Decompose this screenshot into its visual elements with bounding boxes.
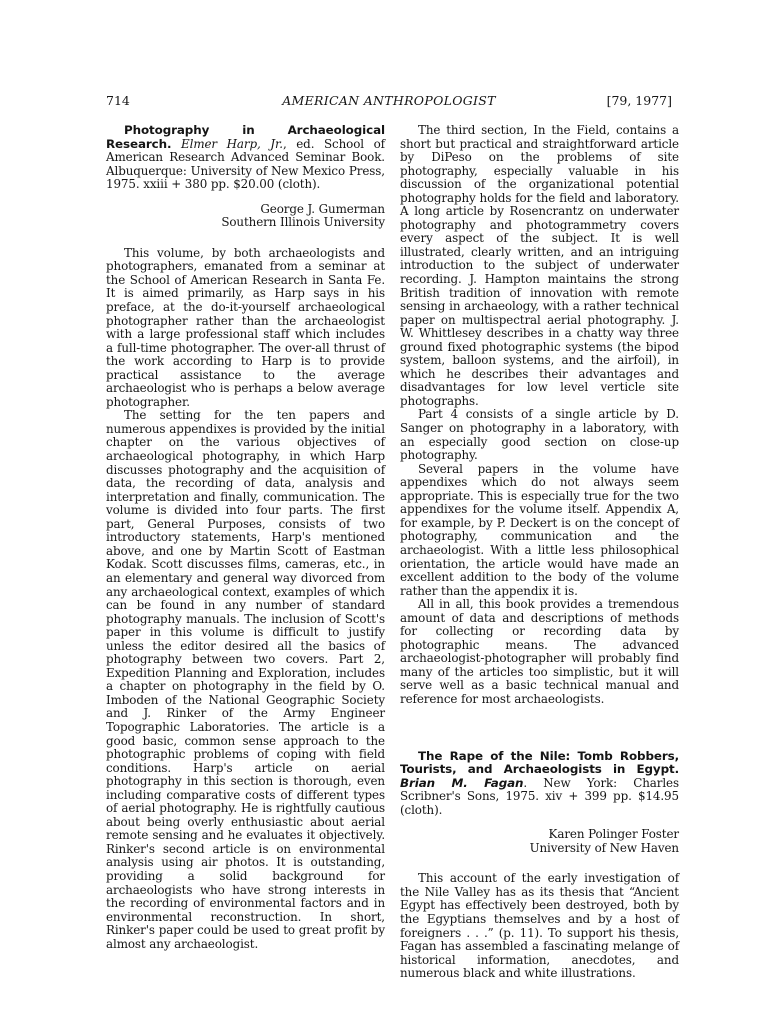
citation-details: . New York: Charles Scribner's Sons, 1975. xiv + 399 pp. $14.95 (cloth). <box>400 775 679 817</box>
citation-details: , ed. School of American Research Advanced Seminar Book. Albuquerque: University of New Mexico Press, 1975. xxiii + 380 pp. $20.00 (cloth). <box>106 136 385 192</box>
volume-year: [79, 1977] <box>606 93 672 108</box>
reviewer-affiliation: University of New Haven <box>529 840 679 855</box>
review-paragraph: This account of the early investigation of the Nile Valley has as its thesis that “Ancient Egypt has effectively been destroyed, both by the Egyptians themselves and by a host of foreigners . . .” (p. 11). To support his thesis, Fagan has assembled a fascinating melange of historical information, anecdotes, and numerous black and white illustrations. <box>400 871 679 981</box>
reviewer-affiliation: Southern Illinois University <box>221 215 385 230</box>
review-paragraph: Several papers in the volume have appendixes which do not always seem appropriate. This is especially true for the two appendixes for the volume itself. Appendix A, for example, by P. Deckert is on the concept of photography, communication and the archaeologist. With a little less philosophical orientation, the article would have made an excellent addition to the body of the volume rather than the appendix it is. <box>400 461 679 598</box>
review-paragraph: Part 4 consists of a single article by D. Sanger on photography in a laboratory, with an especially good section on close-up photography. <box>400 407 679 463</box>
left-column <box>106 124 385 951</box>
review-citation-photography <box>106 124 385 192</box>
review-paragraph: All in all, this book provides a tremendous amount of data and descriptions of methods for collecting or recording data by photographic means. The advanced archaeologist-photographer will probably find many of the articles too simplistic, but it will serve well as a basic technical manual and reference for most archaeologists. <box>400 597 679 706</box>
review-paragraph: The setting for the ten papers and numerous appendixes is provided by the initial chapter on the various objectives of archaeological photography, in which Harp discusses photography and the acquisition of data, the recording of data, analysis and interpretation and finally, communication. The volume is divided into four parts. The first part, General Purposes, consists of two introductory statements, Harp's mentioned above, and one by Martin Scott of Eastman Kodak. Scott discusses films, cameras, etc., in an elementary and general way divorced from any archaeological context, examples of which can be found in any number of standard photography manuals. The inclusion of Scott's paper in this volume is difficult to justify unless the editor desired all the basics of photography between two covers. Part 2, Expedition Planning and Exploration, includes a chapter on photography in the field by O. Imboden of the National Geographic Society and J. Rinker of the Army Engineer Topographic Laboratories. The article is a good basic, common sense approach to the photographic problems of coping with field conditions. Harp's article on aerial photography in this section is thorough, even including comparative costs of different types of aerial photography. He is rightfully cautious about being overly enthusiastic about aerial remote sensing and he evaluates it objectively. Rinker's second article is on environmental analysis using air photos. It is outstanding, providing a solid background for archaeologists who have strong interests in the recording of environmental factors and in environmental reconstruction. In short, Rinker's paper could be used to great profit by almost any archaeologist. <box>106 408 385 951</box>
book-editor: Elmer Harp, Jr. <box>181 136 283 151</box>
reviewer-signature <box>106 203 385 230</box>
book-author: Brian M. Fagan <box>400 775 524 790</box>
running-head <box>106 93 672 109</box>
reviewer-signature <box>400 828 679 855</box>
reviewer-name: George J. Gumerman <box>260 201 385 216</box>
review-paragraph: This volume, by both archaeologists and photographers, emanated from a seminar at the School of American Research in Santa Fe. It is aimed primarily, as Harp says in his preface, at the do-it-yourself archaeological photographer rather than the archaeologist with a large professional staff which includes a full-time photographer. The over-all thrust of the work according to Harp is to provide practical assistance to the average archaeologist who is perhaps a below average photographer. <box>106 245 385 409</box>
review-citation-nile <box>400 750 679 818</box>
reviewer-name: Karen Polinger Foster <box>548 827 679 842</box>
review-paragraph: The third section, In the Field, contains a short but practical and straightforward article by DiPeso on the problems of site photography, especially valuable in his discussion of the organizational potential photography holds for the field and laboratory. A long article by Rosencrantz on underwater photography and photogrammetry covers every aspect of the subject. It is well illustrated, clearly written, and an intriguing introduction to the subject of underwater recording. J. Hampton maintains the strong British tradition of innovation with remote sensing in archaeology, with a rather technical paper on multispectral aerial photography. J. W. Whittlesey describes in a chatty way three ground fixed photographic systems (the bipod system, balloon systems, and the airfoil), in which he describes their advantages and disadvantages for low level verticle site photographs. <box>400 123 679 408</box>
right-column <box>400 124 679 981</box>
page-number: 714 <box>106 93 130 108</box>
review-separator <box>400 707 679 750</box>
book-title: The Rape of the Nile: Tomb Robbers, Tourists, and Archaeologists in Egypt. <box>400 748 679 777</box>
journal-title: AMERICAN ANTHROPOLOGIST <box>282 93 496 108</box>
book-title: Photography in Archaeological Research. <box>106 123 385 151</box>
